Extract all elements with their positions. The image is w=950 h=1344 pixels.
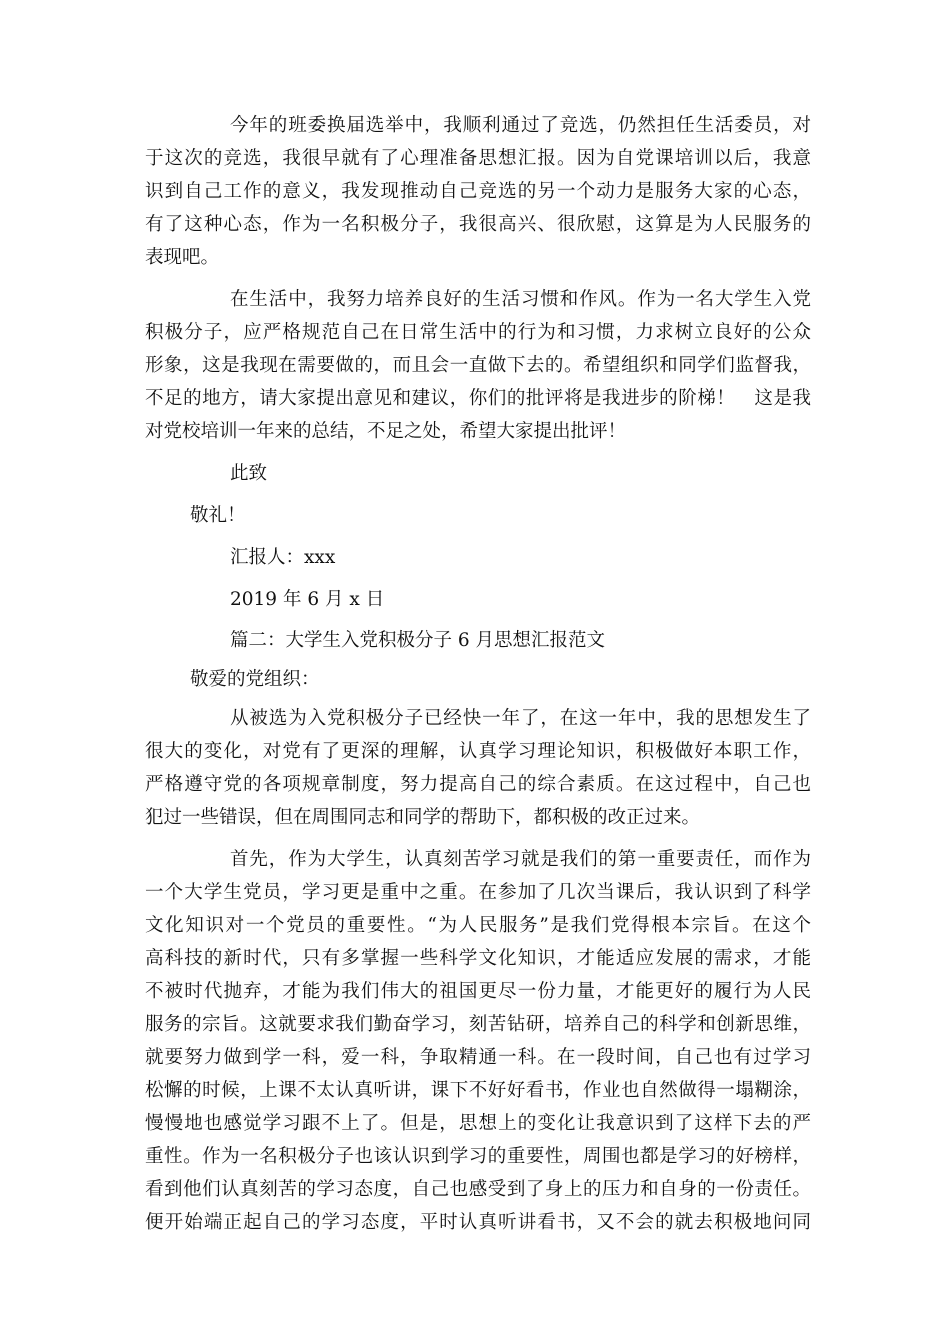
text-line: 表现吧。 [145, 247, 220, 268]
text-line: 首先，作为大学生，认真刻苦学习就是我们的第一重要责任，而作为 [230, 849, 811, 870]
text-line: 高科技的新时代，只有多掌握一些科学文化知识，才能适应发展的需求，才能 [145, 948, 811, 969]
text-line: 不足的地方，请大家提出意见和建议，你们的批评将是我进步的阶梯！ 这是我 [145, 388, 811, 409]
text-line: 在生活中，我努力培养良好的生活习惯和作风。作为一名大学生入党 [230, 289, 811, 310]
text-line: 从被选为入党积极分子已经快一年了，在这一年中，我的思想发生了 [230, 708, 811, 729]
salutation-closing: 此致 [230, 463, 268, 484]
text-line: 有了这种心态，作为一名积极分子，我很高兴、很欣慰，这算是为人民服务的 [145, 214, 811, 235]
greeting: 敬爱的党组织： [190, 669, 320, 690]
text-line: 重性。作为一名积极分子也该认识到学习的重要性，周围也都是学习的好榜样， [145, 1146, 811, 1167]
text-line: 识到自己工作的意义，我发现推动自己竞选的另一个动力是服务大家的心态， [145, 181, 811, 202]
text-line: 看到他们认真刻苦的学习态度，自己也感受到了身上的压力和自身的一份责任。 [145, 1179, 811, 1200]
text-line: 文化知识对一个党员的重要性。“为人民服务”是我们党得根本宗旨。在这个 [145, 915, 811, 936]
text-line: 慢慢地也感觉学习跟不上了。但是，思想上的变化让我意识到了这样下去的严 [145, 1113, 811, 1134]
text-line: 就要努力做到学一科，爱一科，争取精通一科。在一段时间，自己也有过学习 [145, 1047, 811, 1068]
text-line: 对党校培训一年来的总结，不足之处，希望大家提出批评！ [145, 421, 627, 442]
text-line: 便开始端正起自己的学习态度，平时认真听讲看书，又不会的就去积极地问同 [145, 1212, 811, 1233]
text-line: 服务的宗旨。这就要求我们勤奋学习，刻苦钻研，培养自己的科学和创新思维， [145, 1014, 811, 1035]
reporter-name: 汇报人：xxx [230, 547, 336, 568]
section-title: 篇二：大学生入党积极分子 6 月思想汇报范文 [230, 630, 606, 651]
text-line: 很大的变化，对党有了更深的理解，认真学习理论知识，积极做好本职工作， [145, 741, 811, 762]
text-line: 犯过一些错误，但在周围同志和同学的帮助下，都积极的改正过来。 [145, 807, 701, 828]
salutation-regards: 敬礼！ [190, 505, 246, 526]
report-date: 2019 年 6 月 x 日 [230, 589, 385, 610]
text-line: 今年的班委换届选举中，我顺利通过了竞选，仍然担任生活委员，对 [230, 115, 811, 136]
text-line: 形象，这是我现在需要做的，而且会一直做下去的。希望组织和同学们监督我， [145, 355, 811, 376]
text-line: 不被时代抛弃，才能为我们伟大的祖国更尽一份力量，才能更好的履行为人民 [145, 981, 811, 1002]
text-line: 积极分子，应严格规范自己在日常生活中的行为和习惯，力求树立良好的公众 [145, 322, 811, 343]
text-line: 于这次的竞选，我很早就有了心理准备思想汇报。因为自党课培训以后，我意 [145, 148, 811, 169]
text-line: 严格遵守党的各项规章制度，努力提高自己的综合素质。在这过程中，自己也 [145, 774, 811, 795]
text-line: 松懈的时候，上课不太认真听讲，课下不好好看书，作业也自然做得一塌糊涂， [145, 1080, 811, 1101]
text-line: 一个大学生党员，学习更是重中之重。在参加了几次当课后，我认识到了科学 [145, 882, 811, 903]
